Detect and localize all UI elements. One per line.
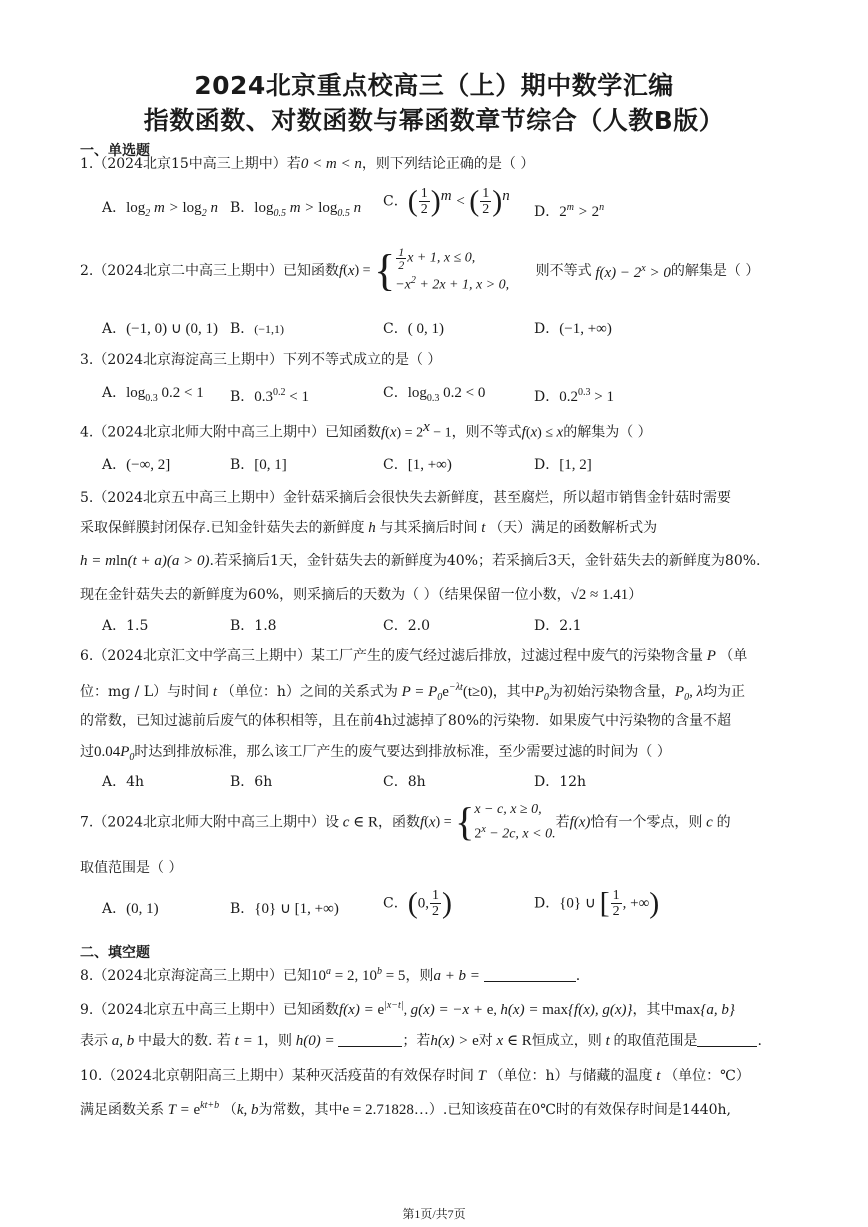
q5-option-b[interactable]: B．1.8 (230, 618, 277, 634)
question-5-line-2: 采取保鲜膜封闭保存.已知金针菇失去的新鲜度 h 与其采摘后时间 t （天）满足的函数解析式为 (80, 520, 658, 536)
q2-option-d[interactable]: D．(−1, +∞) (534, 321, 612, 337)
q4-option-d[interactable]: D．[1, 2] (534, 457, 592, 473)
q5-option-a[interactable]: A．1.5 (102, 618, 149, 634)
q7-option-c[interactable]: C．(0, $\frac{1}{2}$ ) (383, 886, 452, 920)
q2-option-c[interactable]: C．( 0, 1) (383, 321, 444, 337)
q3-option-a[interactable]: A．$\log_{0.3} 0.2 < 1$ (102, 385, 204, 404)
question-7: 7.（2024北京北师大附中高三上期中）设 c ∈ R，函数f(x) = { x − c, x ≥ 0, $2^x - 2c$, x < 0. 若f(x)恰有一个零点，则 c 的 (80, 799, 731, 845)
page-title: 2024北京重点校高三（上）期中数学汇编 (194, 71, 674, 100)
question-4: 4.（2024北京北师大附中高三上期中）已知函数$f(x) = 2^x - 1$，则不等式f(x) ≤ x的解集为（ ） (80, 419, 652, 441)
q8-answer-blank[interactable] (484, 967, 576, 982)
question-6-line-4: 过$0.04P_0$时达到排放标准，那么该工厂产生的废气要达到排放标准，至少需要过滤的时间为（ ） (80, 744, 671, 763)
q7-option-d[interactable]: D．{0} ∪ [ $\frac{1}{2}$ , +∞) (534, 886, 660, 920)
q3-option-c[interactable]: C．$\log_{0.3} 0.2 < 0$ (383, 385, 486, 404)
q3-option-d[interactable]: D．$0.2^{0.3} > 1$ (534, 387, 614, 405)
question-2: 2.（2024北京二中高三上期中）已知函数f(x) = { $\frac{1}{2}$ x + 1, x ≤ 0, $-x^2 + 2x + 1$, x > 0, 则不等式 $f(x) - 2^x > 0$的解集是（ ） (80, 245, 760, 295)
q9-answer-blank-2[interactable] (697, 1032, 757, 1047)
q4-option-a[interactable]: A．(−∞, 2] (102, 457, 171, 473)
question-6-line-3: 的常数，已知过滤前后废气的体积相等，且在前4h过滤掉了80%的污染物．如果废气中污染物的含量不超 (80, 713, 732, 729)
page-footer: 第1页/共7页 (402, 1207, 466, 1221)
q5-option-c[interactable]: C．2.0 (383, 618, 430, 634)
q1-option-c[interactable]: C．( $\frac{1}{2}$ )$^m$ < ( $\frac{1}{2}$ )$^n$ (383, 184, 510, 218)
q7-option-b[interactable]: B．{0} ∪ [1, +∞) (230, 901, 339, 917)
q6-option-a[interactable]: A．4h (102, 774, 145, 790)
q2-option-a[interactable]: A．(−1, 0) ∪ (0, 1) (102, 321, 219, 337)
section-heading-fill-blank: 二、填空题 (80, 945, 150, 961)
question-6-line-1: 6.（2024北京汇文中学高三上期中）某工厂产生的废气经过滤后排放，过滤过程中废气的污染物含量 P （单 (80, 648, 748, 664)
q4-option-b[interactable]: B．[0, 1] (230, 457, 287, 473)
question-10-line-2: 满足函数关系 $T = e^{kt+b}$ （k, b为常数，其中e = 2.71828…）.已知该疫苗在0℃时的有效保存时间是1440h, (80, 1100, 732, 1118)
q2-option-b[interactable]: B．(−1,1) (230, 321, 285, 337)
section-heading-single-choice: 一、单选题 (80, 143, 150, 159)
question-6-line-2: 位：mg / L）与时间 t （单位：h）之间的关系式为 $P = P_0e^{-\lambda t}(t\ge 0)$，其中$P_0$为初始污染物含量，$P_0$, λ均为正 (80, 682, 746, 703)
question-9-line-2: 表示 a, b 中最大的数. 若 t = 1，则 h(0) = ；若h(x) > e对 x ∈ R恒成立，则 t 的取值范围是 . (80, 1033, 762, 1049)
question-8: 8.（2024北京海淀高三上期中）已知$10^a = 2$, $10^b = 5$，则a + b = . (80, 966, 581, 984)
question-7-line-2: 取值范围是（ ） (80, 860, 183, 876)
question-9-line-1: 9.（2024北京五中高三上期中）已知函数$f(x) = e^{|x-t|}$, g(x) = −x + e, h(x) = max{f(x), g(x)}，其中max{a, b} (80, 1000, 735, 1018)
q1-option-d[interactable]: D．$2^m > 2^n$ (534, 202, 605, 220)
q3-option-b[interactable]: B．$0.3^{0.2} < 1$ (230, 387, 310, 405)
question-5-line-3: h = mln(t + a)(a > 0).若采摘后1天，金针菇失去的新鲜度为40%；若采摘后3天，金针菇失去的新鲜度为80%. (80, 553, 761, 569)
q6-option-b[interactable]: B．6h (230, 774, 273, 790)
q9-answer-blank-1[interactable] (338, 1032, 402, 1047)
q1-option-a[interactable]: A．$\log_2 m > \log_2 n$ (102, 200, 218, 219)
question-5-line-4: 现在金针菇失去的新鲜度为60%，则采摘后的天数为（ ）（结果保留一位小数，√2 ≈ 1.41） (80, 587, 643, 603)
q6-option-d[interactable]: D．12h (534, 774, 587, 790)
question-1: 1.（2024北京15中高三上期中）若0 < m < n，则下列结论正确的是（ ） (80, 156, 535, 172)
q4-option-c[interactable]: C．[1, +∞) (383, 457, 452, 473)
q7-option-a[interactable]: A．(0, 1) (102, 901, 159, 917)
question-3: 3.（2024北京海淀高三上期中）下列不等式成立的是（ ） (80, 352, 442, 368)
question-5-line-1: 5.（2024北京五中高三上期中）金针菇采摘后会很快失去新鲜度，甚至腐烂，所以超市销售金针菇时需要 (80, 490, 731, 506)
question-10-line-1: 10.（2024北京朝阳高三上期中）某种灭活疫苗的有效保存时间 T （单位：h）与储藏的温度 t （单位：℃） (80, 1068, 750, 1084)
q6-option-c[interactable]: C．8h (383, 774, 426, 790)
q5-option-d[interactable]: D．2.1 (534, 618, 582, 634)
page-subtitle: 指数函数、对数函数与幂函数章节综合（人教B版） (143, 106, 725, 135)
q1-option-b[interactable]: B．$\log_{0.5} m > \log_{0.5} n$ (230, 200, 362, 219)
